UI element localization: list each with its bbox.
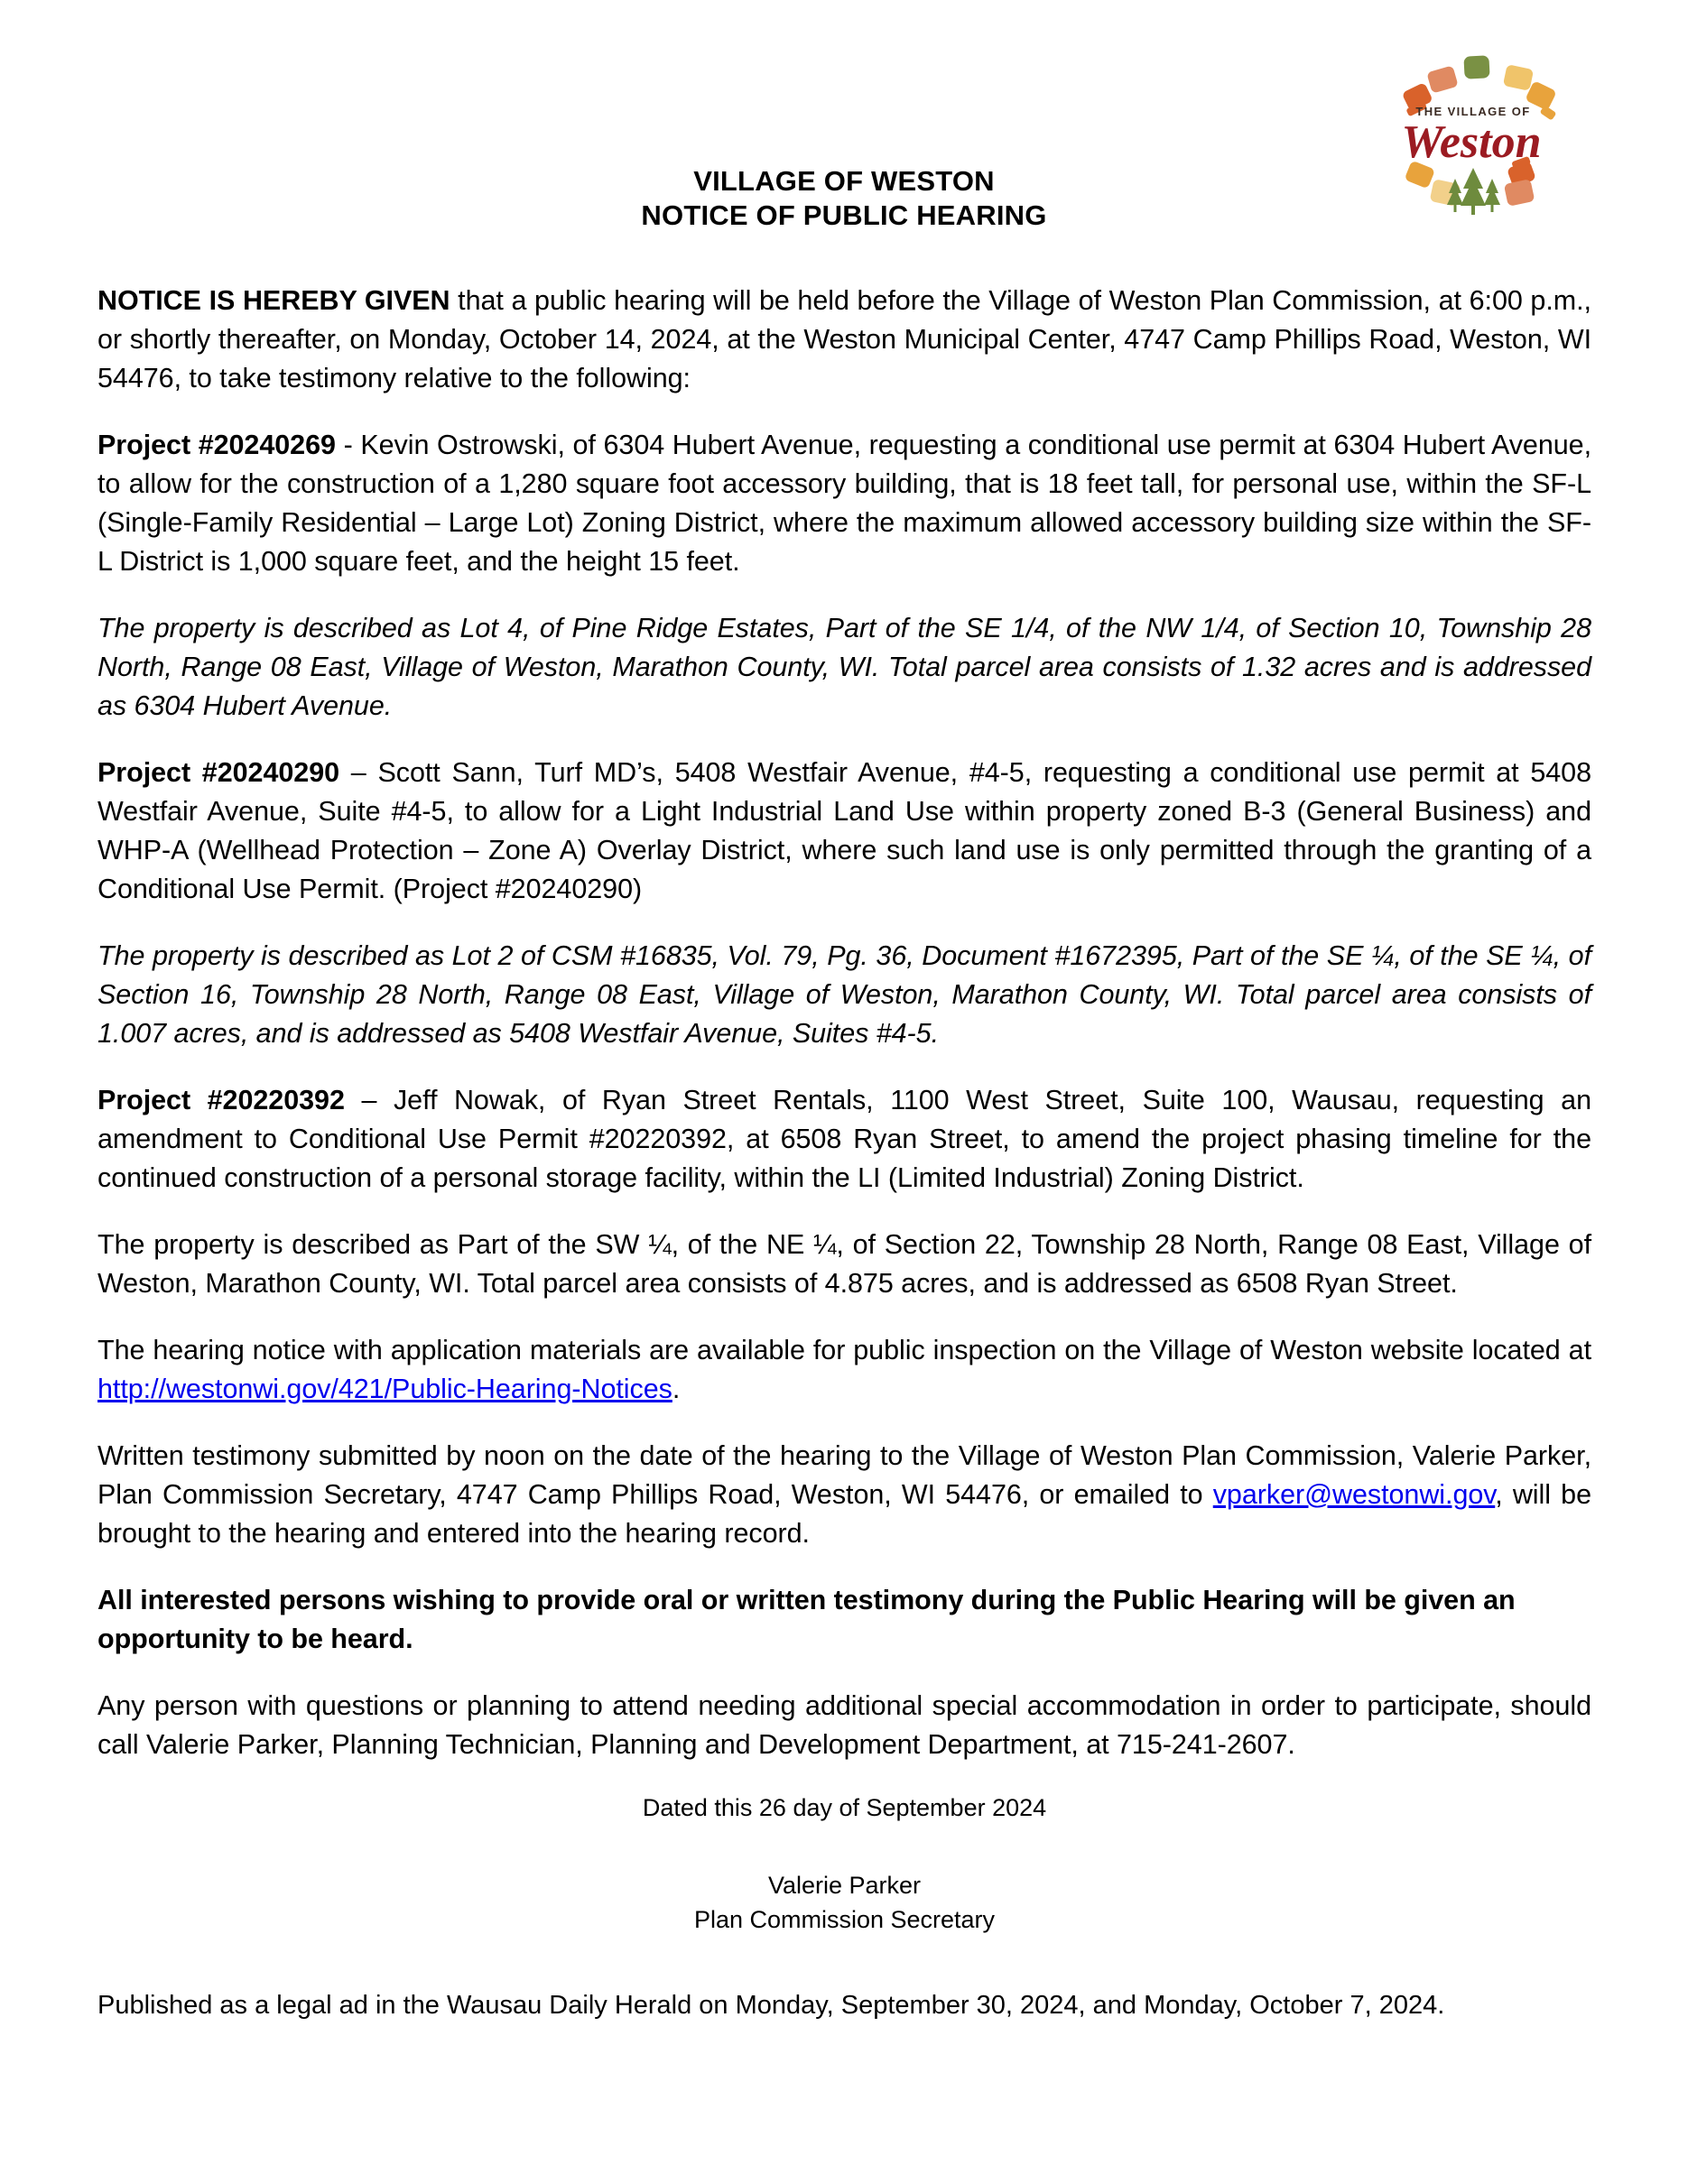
signature-role: Plan Commission Secretary	[693, 1906, 996, 1933]
written-testimony-text-before: Written testimony submitted by noon on the date of the hearing to the Village of Weston Plan Commission, Valerie Parker, Plan Commission Secretary, 4747 Camp Phillips Road, Weston, WI 54476, or emailed to	[97, 1440, 1591, 1510]
project-legal-description-1: The property is described as Lot 2 of CSM #16835, Vol. 79, Pg. 36, Document #1672395, Part of the SE ¼, of the SE ¼, of Section 16, Township 28 North, Range 08 East, Village of Weston, Marathon County, WI. Total parcel area consists of 1.007 acres, and is addressed as 5408 Westfair Avenue, Suites #4-5.	[97, 940, 1591, 1049]
project-separator-1: –	[339, 757, 378, 788]
vparker-email-link[interactable]: vparker@westonwi.gov	[1212, 1479, 1496, 1510]
published-notice: Published as a legal ad in the Wausau Daily Herald on Monday, September 30, 2024, and Monday, October 7, 2024.	[97, 1991, 1445, 2020]
oral-testimony-notice: All interested persons wishing to provide oral or written testimony during the Public Hearing will be given an opportunity to be heard.	[97, 1585, 1516, 1654]
inspection-text-after: .	[672, 1374, 681, 1404]
document-header	[0, 164, 1688, 233]
signature-block	[97, 1790, 1591, 1937]
logo-tagline-text: THE VILLAGE OF	[1415, 105, 1531, 118]
intro-text: that a public hearing will be held before the Village of Weston Plan Commission, at 6:00 p.m., or shortly thereafter, on Monday, October 14, 2024, at the Weston Municipal Center, 4747 Camp Phillips Road, Weston, WI 54476, to take testimony relative to the following:	[97, 285, 1591, 393]
project-paragraph-0	[97, 426, 1591, 581]
project-legal-description-0: The property is described as Lot 4, of Pine Ridge Estates, Part of the SE 1/4, of the NW 1/4, of Section 10, Township 28 North, Range 08 East, Village of Weston, Marathon County, WI. Total parcel area consists of 1.32 acres and is addressed as 6304 Hubert Avenue.	[97, 613, 1591, 721]
written-testimony-paragraph	[97, 1437, 1591, 1553]
inspection-text-before: The hearing notice with application materials are available for public inspection on the Village of Weston website located at	[97, 1335, 1591, 1365]
intro-paragraph	[97, 282, 1591, 398]
inspection-paragraph	[97, 1331, 1591, 1409]
project-separator-2: –	[344, 1085, 394, 1115]
project-paragraph-2	[97, 1081, 1591, 1198]
project-body-0: Kevin Ostrowski, of 6304 Hubert Avenue, requesting a conditional use permit at 6304 Hubert Avenue, to allow for the construction of a 1,280 square foot accessory building, that is 18 feet tall, for personal use, within the SF-L (Single-Family Residential – Large Lot) Zoning District, where the maximum allowed accessory building size within the SF-L District is 1,000 square feet, and the height 15 feet.	[97, 430, 1591, 577]
project-legal-description-2: The property is described as Part of the SW ¼, of the NE ¼, of Section 22, Township 28 North, Range 08 East, Village of Weston, Marathon County, WI. Total parcel area consists of 4.875 acres, and is addressed as 6508 Ryan Street.	[97, 1229, 1591, 1299]
project-separator-0: -	[335, 430, 361, 460]
signature-dated: Dated this 26 day of September 2024	[642, 1794, 1047, 1821]
public-hearing-notices-link[interactable]: http://westonwi.gov/421/Public-Hearing-Notices	[97, 1374, 672, 1404]
signature-name: Valerie Parker	[767, 1872, 922, 1899]
project-id-2: Project #20220392	[97, 1085, 345, 1115]
accommodation-paragraph: Any person with questions or planning to attend needing additional special accommodation in order to participate, should call Valerie Parker, Planning Technician, Planning and Development Department, at 715-241-2607.	[97, 1690, 1591, 1760]
written-testimony-text-after: , will be brought to the hearing and entered into the hearing record.	[97, 1479, 1591, 1549]
project-id-1: Project #20240290	[97, 757, 340, 788]
header-line-notice: NOTICE OF PUBLIC HEARING	[641, 199, 1047, 231]
document-body	[97, 282, 1591, 2023]
project-paragraph-1	[97, 754, 1591, 909]
project-id-0: Project #20240269	[97, 430, 336, 460]
project-body-2: Jeff Nowak, of Ryan Street Rentals, 1100 West Street, Suite 100, Wausau, requesting an amendment to Conditional Use Permit #20220392, at 6508 Ryan Street, to amend the project phasing timeline for the continued construction of a personal storage facility, within the LI (Limited Industrial) Zoning District.	[97, 1085, 1591, 1193]
header-line-village: VILLAGE OF WESTON	[693, 165, 995, 197]
logo-wordmark-text: Weston	[1401, 116, 1542, 168]
intro-lead: NOTICE IS HEREBY GIVEN	[97, 285, 450, 316]
project-body-1: Scott Sann, Turf MD’s, 5408 Westfair Avenue, #4-5, requesting a conditional use permit at 5408 Westfair Avenue, Suite #4-5, to allow for a Light Industrial Land Use within property zoned B-3 (General Business) and WHP-A (Wellhead Protection – Zone A) Overlay District, where such land use is only permitted through the granting of a Conditional Use Permit. (Project #20240290)	[97, 757, 1592, 904]
